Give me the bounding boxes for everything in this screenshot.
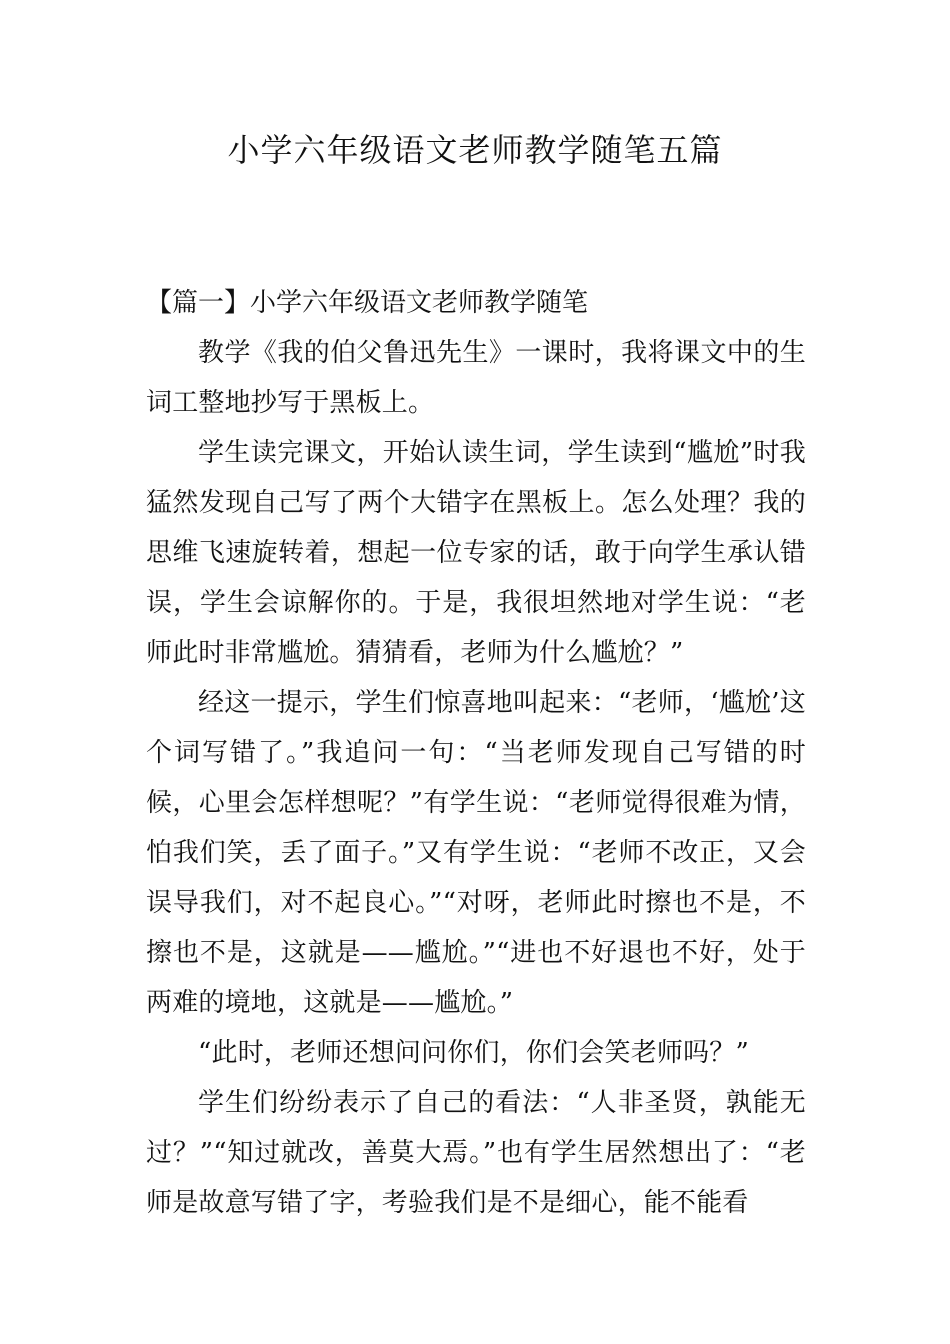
document-title: 小学六年级语文老师教学随笔五篇: [227, 131, 723, 169]
paragraph-5: 学生们纷纷表示了自己的看法：“人非圣贤，孰能无过？”“知过就改，善莫大焉。”也有学生居然想出了：“老师是故意写错了字，考验我们是不是细心，能不能看: [146, 1088, 806, 1218]
paragraph-4: “此时，老师还想问问你们，你们会笑老师吗？”: [198, 1038, 749, 1068]
paragraph-1: 教学《我的伯父鲁迅先生》一课时，我将课文中的生词工整地抄写于黑板上。: [146, 338, 806, 418]
paragraph-2: 学生读完课文，开始认读生词，学生读到“尴尬”时我猛然发现自己写了两个大错字在黑板上。怎么处理？我的思维飞速旋转着，想起一位专家的话，敢于向学生承认错误，学生会谅解你的。于是，我很坦然地对学生说：“老师此时非常尴尬。猜猜看，老师为什么尴尬？”: [146, 438, 806, 668]
document-body: [146, 278, 806, 1228]
paragraph-3: 经这一提示，学生们惊喜地叫起来：“老师，‘尴尬’这个词写错了。”我追问一句：“当老师发现自己写错的时候，心里会怎样想呢？”有学生说：“老师觉得很难为情，怕我们笑，丢了面子。”又有学生说：“老师不改正，又会误导我们，对不起良心。”“对呀，老师此时擦也不是，不擦也不是，这就是——尴尬。”“进也不好退也不好，处于两难的境地，这就是——尴尬。”: [146, 688, 806, 1018]
section-heading: 【篇一】小学六年级语文老师教学随笔: [146, 288, 589, 318]
